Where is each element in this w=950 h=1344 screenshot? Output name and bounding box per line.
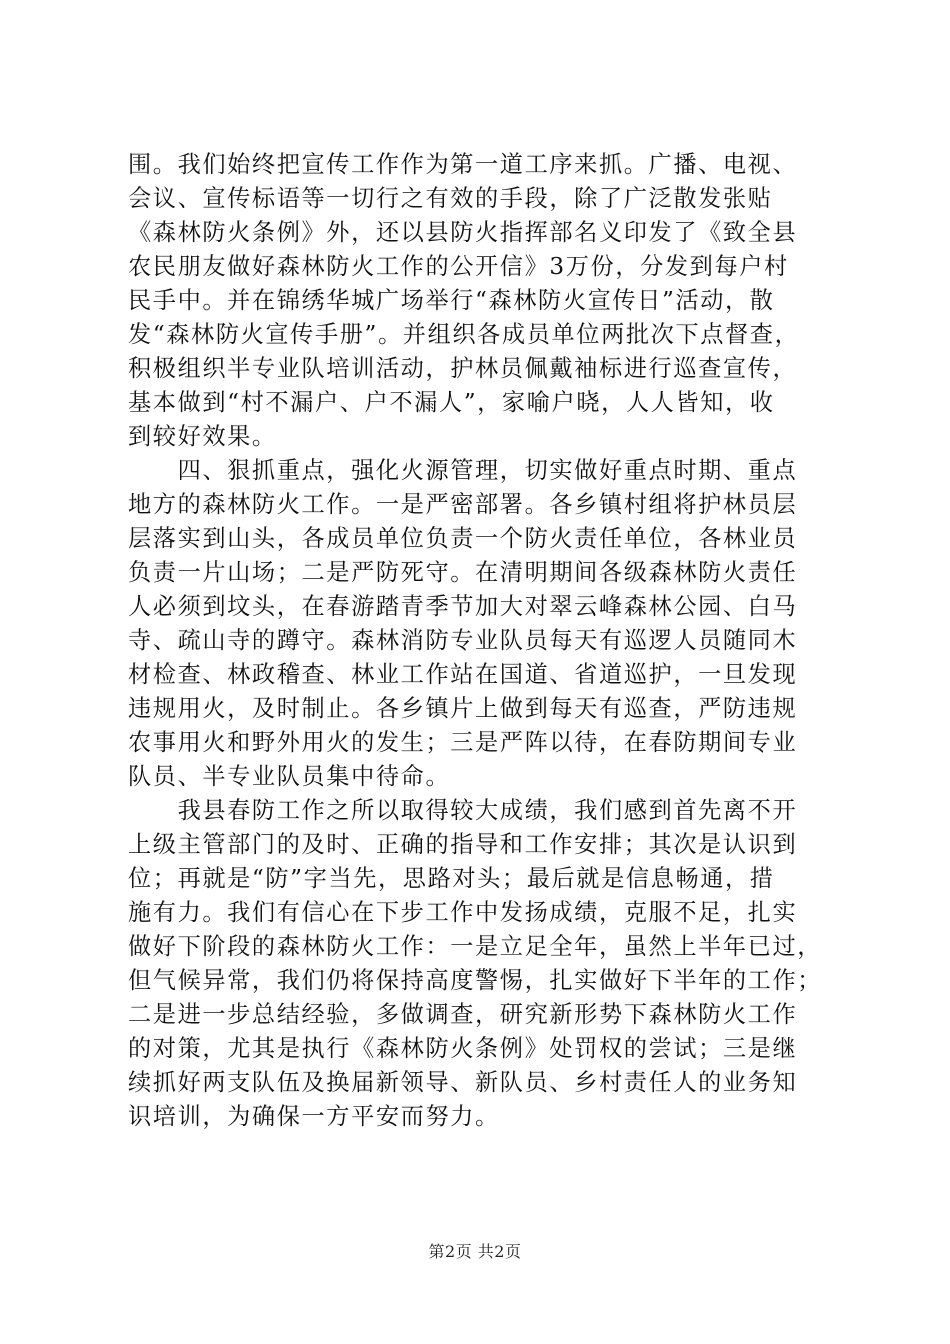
text-line: 四、狠抓重点，强化火源管理，切实做好重点时期、重点	[128, 457, 798, 484]
text-line: 人必须到坟头，在春游踏青季节加大对翠云峰森林公园、白马	[128, 593, 798, 620]
text-line: 材检查、林政稽查、林业工作站在国道、省道巡护，一旦发现	[128, 661, 798, 688]
text-line: 但气候异常，我们仍将保持高度警惕，扎实做好下半年的工作；	[128, 967, 823, 994]
text-line: 到较好效果。	[128, 423, 277, 450]
text-line: 做好下阶段的森林防火工作：一是立足全年，虽然上半年已过，	[128, 933, 823, 960]
text-line: 民手中。并在锦绣华城广场举行“森林防火宣传日”活动，散	[128, 287, 775, 314]
text-line: 续抓好两支队伍及换届新领导、新队员、乡村责任人的业务知	[128, 1069, 798, 1096]
body-text	[128, 148, 848, 1134]
text-line: 农事用火和野外用火的发生；三是严阵以待，在春防期间专业	[128, 729, 798, 756]
text-line: 识培训，为确保一方平安而努力。	[128, 1103, 500, 1130]
text-line: 积极组织半专业队培训活动，护林员佩戴袖标进行巡查宣传，	[128, 355, 798, 382]
text-line: 施有力。我们有信心在下步工作中发扬成绩，克服不足，扎实	[128, 899, 798, 926]
text-line: 层落实到山头，各成员单位负责一个防火责任单位，各林业员	[128, 525, 798, 552]
text-line: 农民朋友做好森林防火工作的公开信》3万份，分发到每户村	[128, 253, 789, 280]
text-line: 违规用火，及时制止。各乡镇片上做到每天有巡查，严防违规	[128, 695, 798, 722]
text-line: 会议、宣传标语等一切行之有效的手段，除了广泛散发张贴	[128, 185, 773, 212]
text-line: 发“森林防火宣传手册”。并组织各成员单位两批次下点督查，	[128, 321, 800, 348]
text-line: 我县春防工作之所以取得较大成绩，我们感到首先离不开	[128, 797, 798, 824]
text-line: 地方的森林防火工作。一是严密部署。各乡镇村组将护林员层	[128, 491, 798, 518]
text-line: 的对策，尤其是执行《森林防火条例》处罚权的尝试；三是继	[128, 1035, 798, 1062]
text-line: 围。我们始终把宣传工作作为第一道工序来抓。广播、电视、	[128, 151, 798, 178]
text-line: 二是进一步总结经验，多做调查，研究新形势下森林防火工作	[128, 1001, 798, 1028]
text-line: 位；再就是“防”字当先，思路对头；最后就是信息畅通，措	[128, 865, 775, 892]
text-line: 上级主管部门的及时、正确的指导和工作安排；其次是认识到	[128, 831, 798, 858]
page-number-footer: 第2页 共2页	[428, 1242, 522, 1261]
text-line: 队员、半专业队员集中待命。	[128, 763, 451, 790]
text-line: 基本做到“村不漏户、户不漏人”，家喻户晓，人人皆知，收	[128, 389, 775, 416]
text-line: 负责一片山场；二是严防死守。在清明期间各级森林防火责任	[128, 559, 798, 586]
text-line: 《森林防火条例》外，还以县防火指挥部名义印发了《致全县	[128, 219, 798, 246]
text-line: 寺、疏山寺的蹲守。森林消防专业队员每天有巡逻人员随同木	[128, 627, 798, 654]
